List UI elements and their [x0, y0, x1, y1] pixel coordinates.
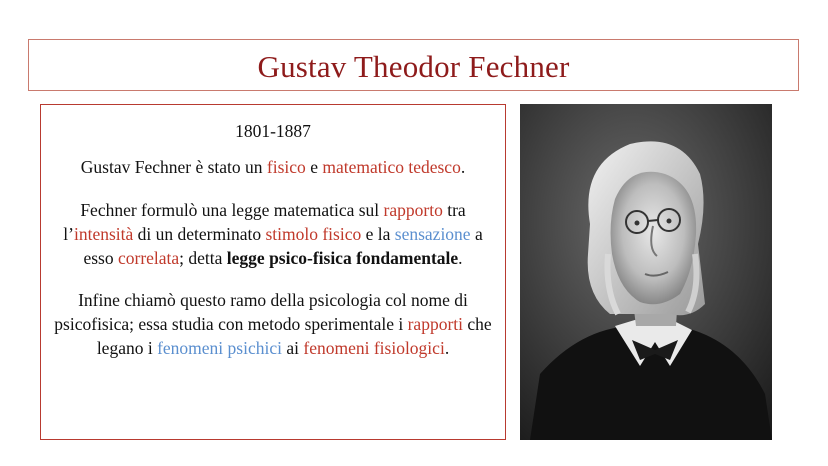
- life-dates: 1801-1887: [235, 121, 311, 141]
- text: ; detta: [179, 248, 227, 268]
- text: Gustav Fechner è stato un: [80, 157, 267, 177]
- text-box: [40, 104, 506, 440]
- slide-title: Gustav Theodor Fechner: [257, 49, 570, 84]
- portrait-image: [520, 104, 772, 440]
- keyword-rapporti: rapporti: [407, 314, 464, 334]
- keyword-rapporto: rapporto: [383, 200, 443, 220]
- keyword-matematico: matematico tedesco: [322, 157, 461, 177]
- text: Fechner formulò una legge matematica sul: [80, 200, 384, 220]
- keyword-fisico: fisico: [266, 157, 306, 177]
- text: e: [305, 157, 323, 177]
- text: che legano i: [96, 314, 492, 358]
- keyword-legge: legge psico-fisica fondamentale: [226, 248, 459, 268]
- keyword-fenomeni-psichici: fenomeni psichici: [157, 338, 282, 358]
- text: .: [444, 338, 450, 358]
- text: .: [460, 157, 466, 177]
- paragraph-psychophysics: [47, 288, 499, 360]
- text: a esso: [83, 224, 483, 268]
- keyword-correlata: correlata: [117, 248, 180, 268]
- paragraph-law: [47, 198, 499, 270]
- text: di un determinato: [133, 224, 266, 244]
- text: ai: [281, 338, 304, 358]
- keyword-stimolo: stimolo fisico: [265, 224, 362, 244]
- paragraph-intro: [47, 155, 499, 179]
- text: Infine chiamò questo ramo della psicologia col nome di psicofisica; essa studia con metodo sperimentale i: [54, 290, 468, 334]
- text: .: [458, 248, 463, 268]
- text: e la: [361, 224, 395, 244]
- text: tra l’: [63, 200, 466, 244]
- keyword-sensazione: sensazione: [394, 224, 471, 244]
- keyword-intensita: intensità: [73, 224, 134, 244]
- title-box: [28, 39, 799, 91]
- keyword-fenomeni-fisiologici: fenomeni fisiologici: [303, 338, 445, 358]
